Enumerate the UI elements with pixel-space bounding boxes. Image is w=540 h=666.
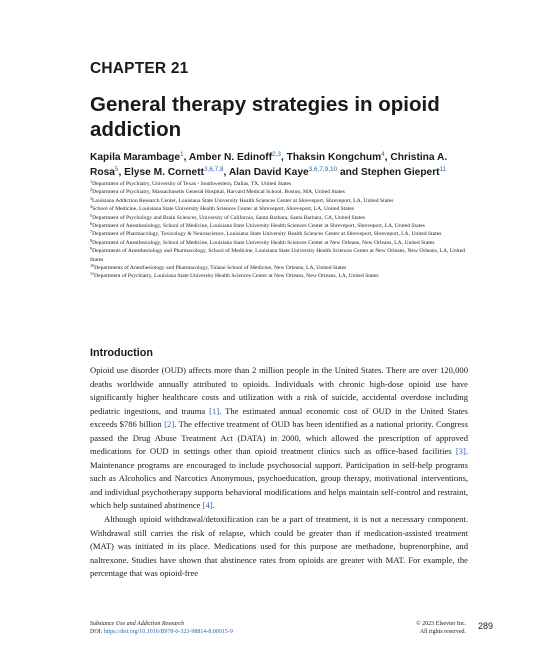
author-name: Amber N. Edinoff	[188, 152, 273, 163]
citation-link[interactable]: [3]	[455, 446, 466, 457]
footer-doi-label: DOI:	[90, 629, 104, 635]
affiliation-text: Departments of Anesthesiology and Pharmacology, Tulane School of Medicine, New Orleans, LA, United States	[94, 265, 347, 272]
citation-link[interactable]: [4]	[202, 500, 213, 511]
affiliation-item	[90, 272, 466, 280]
author-separator: ,	[223, 167, 229, 178]
footer-journal: Substance Use and Addiction Research	[90, 621, 184, 627]
author-separator: ,	[183, 152, 189, 163]
page-number: 289	[478, 621, 494, 631]
footer-copyright	[404, 620, 466, 636]
affiliation-item	[90, 264, 466, 272]
footer-source	[90, 620, 233, 636]
affiliation-item	[90, 247, 466, 264]
author-name: Thaksin Kongchum	[286, 152, 382, 163]
affiliation-item	[90, 239, 466, 247]
paragraph-text: .	[212, 500, 215, 511]
affiliation-list	[90, 180, 466, 281]
affiliation-marker: 8	[90, 237, 93, 243]
author-affiliation-marker[interactable]: 3,6,7,9,10	[308, 166, 338, 173]
citation-link[interactable]: [1]	[209, 405, 220, 416]
author-separator: ,	[118, 167, 125, 178]
affiliation-text: Department of Psychiatry, Louisiana State University Health Sciences Center at New Orleans, New Orleans, LA, United States	[94, 273, 379, 280]
author-affiliation-marker[interactable]: 1	[180, 151, 184, 158]
paragraph-text: Although opioid withdrawal/detoxification can be a part of treatment, it is not a necessary component. Withdrawal still carries the risk of relapse, which could be greater than if medication-assisted treatment (MAT) was initiated in its place. Medications used for this purpose are methadone, buprenorphine, and naltrexone. Studies have shown that abstinence rates from opioids are greater with MAT. For example, the percentage that was opioid-free	[90, 514, 468, 579]
body-paragraph	[90, 513, 468, 581]
author-affiliation-marker[interactable]: 11	[439, 166, 447, 173]
affiliation-text: Louisiana Addiction Research Center, Louisiana State University Health Sciences Center at Shreveport, Shreveport, LA, United States	[92, 197, 394, 204]
affiliation-text: Department of Pharmacology, Toxicology & Neuroscience, Louisiana State University Health Sciences Center at Shreveport, Shreveport, LA, United States	[92, 231, 442, 238]
affiliation-marker: 10	[90, 263, 95, 269]
footer-doi-link[interactable]: https://doi.org/10.1016/B978-0-323-98814-8.00015-9	[103, 629, 233, 635]
affiliation-text: Department of Psychology and Brain Sciences, University of California, Santa Barbara, Santa Barbara, CA, United States	[92, 214, 365, 221]
affiliation-item	[90, 222, 466, 230]
affiliation-item	[90, 230, 466, 238]
footer-copyright-line: © 2023 Elsevier Inc.	[416, 621, 466, 627]
paragraph-text: . The effective treatment of OUD has been identified as a national priority. Congress passed the Drug Abuse Treatment Act (DATA) in 2000, which allowed the prescription of approved medications for OUD in settings other than opioid treatment clinics such as office-based facilities	[90, 419, 468, 457]
affiliation-text: Departments of Anesthesiology and Pharmacology, School of Medicine, Louisiana State University Health Sciences Center at New Orleans, New Orleans, LA, United States	[90, 248, 466, 263]
affiliation-text: Department of Anesthesiology, School of Medicine, Louisiana State University Health Sciences Center at New Orleans, New Orleans, LA, United States	[92, 239, 435, 246]
affiliation-item	[90, 188, 466, 196]
affiliation-marker: 9	[90, 246, 93, 252]
author-name: Alan David Kaye	[228, 167, 309, 178]
affiliation-item	[90, 205, 466, 213]
chapter-label: CHAPTER 21	[90, 60, 189, 77]
author-name: Christina A. Rosa	[90, 152, 448, 178]
affiliation-marker: 6	[90, 221, 93, 227]
body-text	[90, 364, 468, 581]
body-paragraph	[90, 364, 468, 513]
section-heading: Introduction	[90, 347, 153, 359]
author-list	[90, 150, 466, 180]
author-name: Kapila Marambage	[90, 152, 181, 163]
chapter-title: General therapy strategies in opioid addiction	[90, 93, 440, 141]
affiliation-text: Department of Anesthesiology, School of Medicine, Louisiana State University Health Sciences Center at Shreveport, Shreveport, LA, United States	[92, 223, 425, 230]
author-affiliation-marker[interactable]: 2,3	[272, 151, 281, 158]
author-affiliation-marker[interactable]: 4	[381, 151, 385, 158]
affiliation-marker: 7	[90, 229, 93, 235]
paragraph-text: . The estimated annual economic cost of OUD in the United States exceeds $786 billion	[90, 405, 468, 430]
affiliation-marker: 2	[90, 187, 93, 193]
author-name: Elyse M. Cornett	[124, 167, 204, 178]
affiliation-marker: 5	[90, 212, 93, 218]
affiliation-text: Department of Psychiatry, University of Texas - Southwestern, Dallas, TX, United States	[92, 181, 292, 187]
paragraph-text: Opioid use disorder (OUD) affects more than 2 million people in the United States. There are over 120,000 deaths worldwide annually attributed to opioids. Individuals with chronic high-dose opioid use have significantly higher healthcare costs and utilization with a risk of suicide, accidental overdose including pediatric ingestions, and trauma	[90, 365, 468, 416]
affiliation-text: School of Medicine, Louisiana State University Health Sciences Center at Shreveport, Shreveport, LA, United States	[92, 206, 355, 213]
affiliation-text: Department of Psychiatry, Massachusetts General Hospital, Harvard Medical School, Boston, MA, United States	[92, 189, 345, 196]
footer-rights-line: All rights reserved.	[419, 629, 466, 635]
affiliation-marker: 11	[90, 271, 95, 277]
author-separator: ,	[384, 152, 391, 163]
affiliation-marker: 4	[90, 204, 93, 210]
citation-link[interactable]: [2]	[164, 419, 175, 430]
paragraph-text: . Maintenance programs are encouraged to include psychosocial support. Participation in self-help programs such as Alcoholics and Narcotics Anonymous, psychoeducation, group therapy, motivational interventions, and individual psychotherapy supports behavioral modifications and helps maintain self-control and restraint, which help sustained abstinence	[90, 446, 468, 511]
affiliation-marker: 3	[90, 195, 93, 201]
affiliation-marker: 1	[90, 179, 93, 184]
affiliation-item	[90, 214, 466, 222]
author-affiliation-marker[interactable]: 3,6,7,8	[203, 166, 224, 173]
author-affiliation-marker[interactable]: 5	[114, 166, 119, 173]
affiliation-item	[90, 197, 466, 205]
author-separator: and	[337, 167, 361, 178]
author-name: Stephen Giepert	[360, 167, 440, 178]
affiliation-item	[90, 180, 466, 188]
author-separator: ,	[280, 152, 287, 163]
